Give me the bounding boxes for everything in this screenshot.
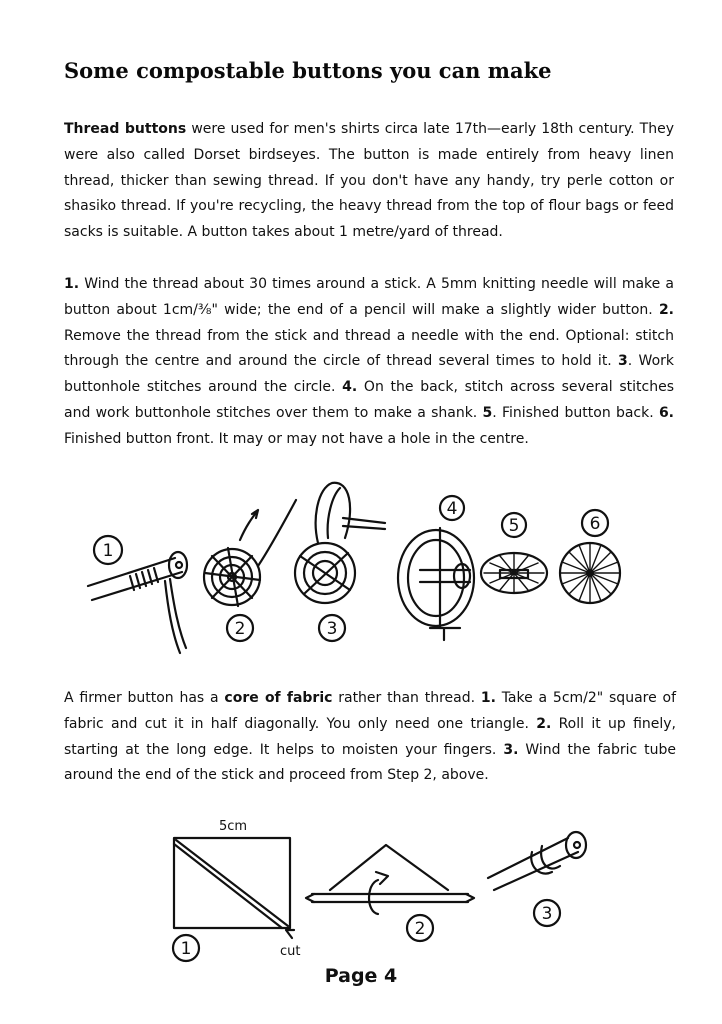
fabric-step-3-text: Wind the fabric tube around the end of the stick and proceed from Step 2, above. [64,741,677,784]
figure1-label-5: 5 [508,516,520,536]
step-6-text: Finished button front. It may or may not have a hole in the centre. [64,430,529,447]
step-3-text: . Work buttonhole stitches around the circle. [64,353,674,396]
step-1-text: Wind the thread about 30 times around a stick. A 5mm knitting needle will make a button about 1cm/⅜" wide; the end of a pencil will make a slightly wider button. [64,276,674,318]
fabric-core-intro-end: rather than thread. [332,690,481,706]
step-5-number: 5 [482,404,493,421]
thread-button-illustration [0,478,722,698]
step-1-number: 1. [64,276,80,292]
step-6-number: 6. [658,404,674,421]
fabric-core-intro: A firmer button has a [64,690,225,706]
fabric-step-1-text: Take a 5cm/2" square of fabric and cut it in half diagonally. You only need one triangle. [64,690,676,732]
fabric-step-2-number: 2. [536,715,552,732]
figure1-label-1: 1 [102,541,114,561]
fabric-step-2-text: Roll it up finely, starting at the long edge. It helps to moisten your fingers. [64,715,676,758]
thread-buttons-text: were used for men's shirts circa late 17th—early 18th century. They were also called Dorset birdseyes. The button is made entirely from heavy linen thread, thicker than sewing thread. If you don't have any handy, try perle cotton or shasiko thread. If you're recycling, the heavy thread from the top of flour bags or feed sacks is suitable. A button takes about 1 metre/yard of thread. [64,121,674,241]
thread-buttons-paragraph [64,117,674,246]
step-4-number: 4. [342,379,358,396]
page-title: Some compostable buttons you can make [64,58,552,83]
figure1-label-6: 6 [589,514,601,534]
figure2-label-2: 2 [414,919,426,939]
fabric-step-3-number: 3. [503,741,519,758]
fabric-step-1-number: 1. [480,690,496,706]
page-number: Page 4 [324,965,398,987]
fabric-core-illustration [0,810,722,960]
figure1-label-4: 4 [446,499,458,519]
fabric-core-paragraph [64,686,676,789]
step-4-text: On the back, stitch across several stitches and work buttonhole stitches over them to make a shank. [64,379,674,421]
step-2-number: 2. [658,301,674,318]
fabric-core-term: core of fabric [224,690,333,706]
figure2-label-1: 1 [180,939,192,959]
step-5-text: . Finished button back. [492,404,659,421]
step-3-stitch-drawing [295,483,385,641]
fabric-step-2-triangle-drawing [306,845,474,941]
step-2-text: Remove the thread from the stick and thread a needle with the end. Optional: stitch through the centre and around the circle of thread several times to hold it. [64,327,674,370]
step-2-coil-drawing [204,500,296,641]
thread-buttons-term: Thread buttons [64,121,187,137]
square-size-label: 5cm [219,819,248,834]
figure2-label-3: 3 [541,904,553,924]
fabric-step-3-stick-drawing [488,832,586,926]
step-3-number: 3 [618,353,628,370]
figure1-label-3: 3 [326,619,338,639]
figure1-label-2: 2 [234,619,246,639]
thread-button-steps [64,272,674,453]
cut-label: cut [280,944,301,959]
step-4-shank-drawing [398,496,474,640]
